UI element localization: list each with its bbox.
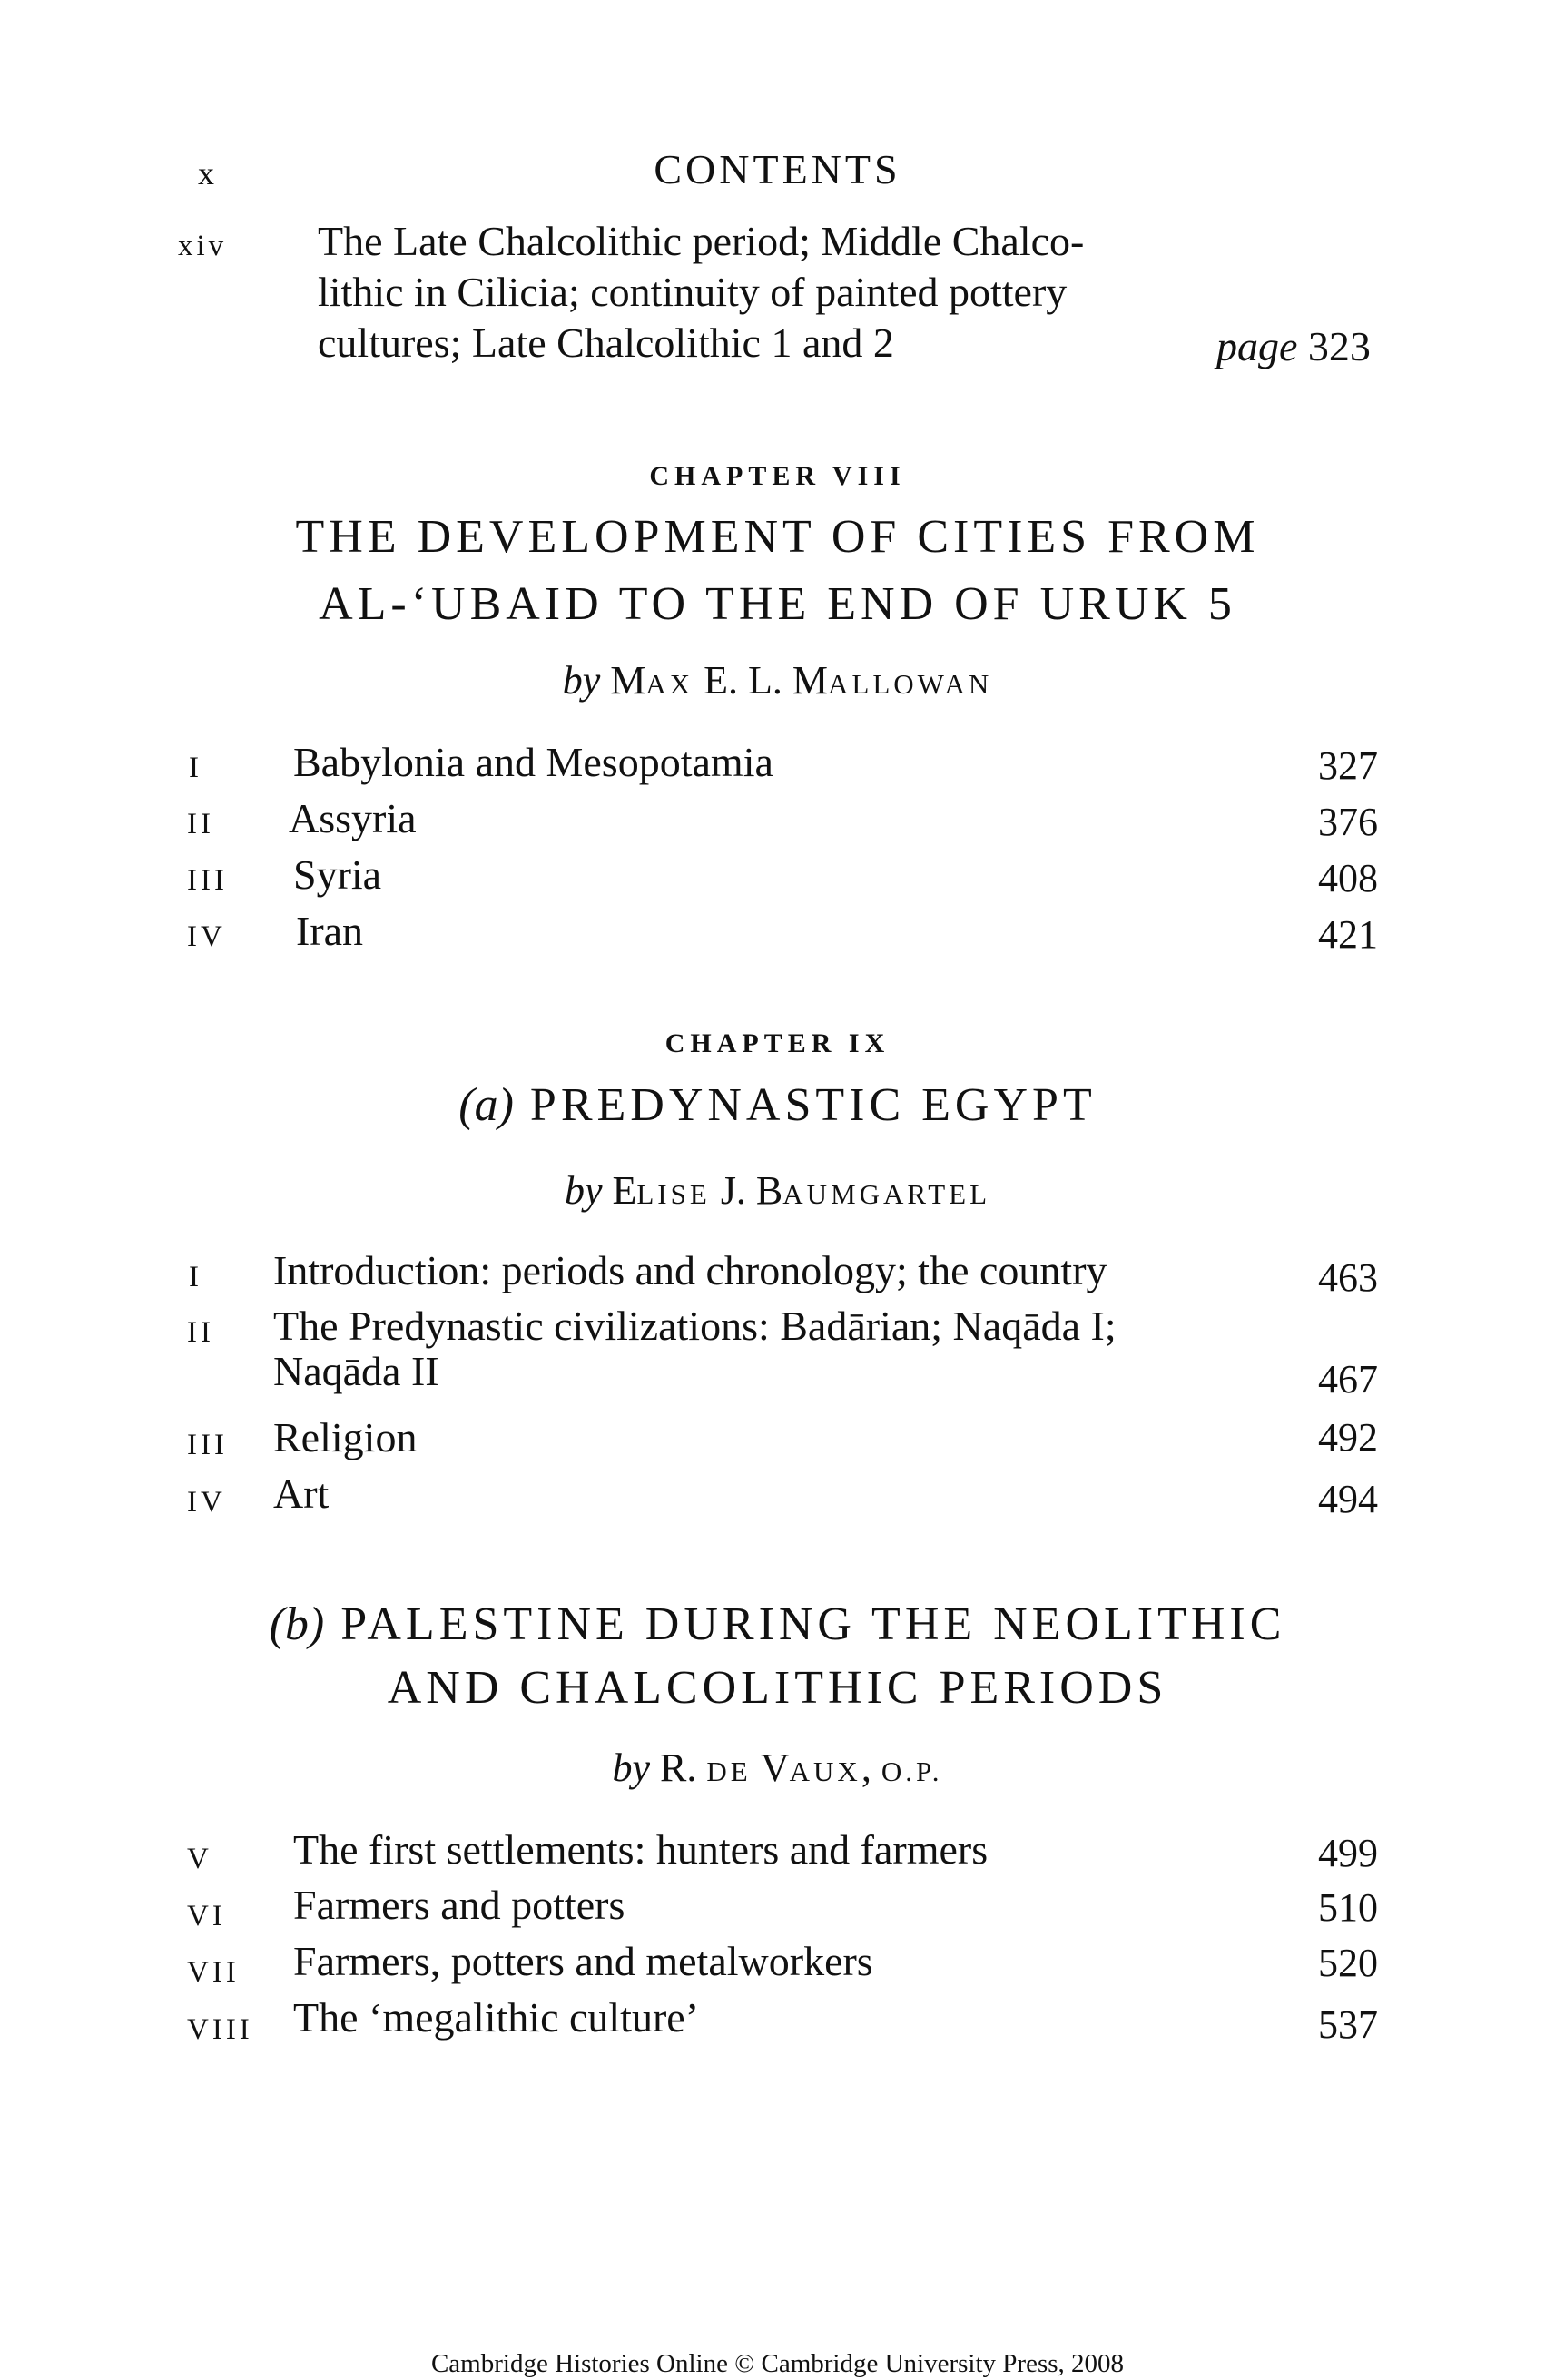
page-number: x (198, 155, 214, 192)
author-part: E (612, 1168, 637, 1213)
chapter-label: CHAPTER VIII (649, 461, 906, 491)
entry-page: 494 (1318, 1477, 1378, 1521)
entry-numeral: xiv (178, 230, 228, 262)
author-byline (0, 1167, 1555, 1214)
entry-text: Art (273, 1470, 330, 1517)
author-part: AX (645, 668, 694, 700)
entry-page: 421 (1318, 912, 1378, 957)
section-prefix: (a) (458, 1079, 514, 1131)
author-part: AUX (789, 1755, 861, 1787)
entry-page: 520 (1318, 1941, 1378, 1985)
entry-numeral: IV (187, 920, 226, 953)
entry-numeral: I (189, 752, 202, 784)
entry-text: The first settlements: hunters and farmers (293, 1826, 989, 1873)
author-part: O.P. (881, 1755, 943, 1787)
entry-page: 492 (1318, 1415, 1378, 1460)
entry-numeral: IV (187, 1486, 226, 1519)
entry-text-line: Naqāda II (273, 1348, 439, 1394)
section-title-text: PREDYNASTIC EGYPT (529, 1079, 1097, 1131)
author-part: AUMGARTEL (782, 1178, 991, 1210)
page-label: page (1216, 323, 1298, 369)
entry-page: 376 (1318, 800, 1378, 844)
entry-text: Babylonia and Mesopotamia (293, 739, 773, 785)
by-label: by (564, 1168, 603, 1213)
chapter-title-line: THE DEVELOPMENT OF CITIES FROM (295, 511, 1260, 563)
author-part: V (751, 1746, 790, 1790)
entry-numeral: I (189, 1261, 202, 1293)
entry-page: 467 (1318, 1357, 1378, 1401)
entry-page: 510 (1318, 1885, 1378, 1930)
entry-numeral: II (187, 1316, 214, 1349)
entry-text: Assyria (289, 795, 417, 841)
entry-text: Religion (273, 1414, 418, 1460)
entry-page: 463 (1318, 1255, 1378, 1300)
author-byline (0, 657, 1555, 703)
author-part: M (610, 658, 646, 703)
chapter-label: CHAPTER IX (664, 1028, 891, 1058)
entry-numeral: III (187, 864, 228, 897)
entry-text: Iran (296, 908, 364, 954)
entry-text: Farmers and potters (293, 1882, 625, 1928)
entry-text-line: cultures; Late Chalcolithic 1 and 2 (318, 320, 894, 366)
author-byline (0, 1745, 1555, 1791)
author-part: ALLOWAN (828, 668, 993, 700)
entry-text-line: The Late Chalcolithic period; Middle Chalco- (318, 218, 1085, 264)
chapter-title-line: AL-‘UBAID TO THE END OF URUK 5 (319, 578, 1236, 630)
by-label: by (562, 658, 601, 703)
entry-page (1216, 321, 1371, 372)
entry-numeral: VIII (187, 2013, 253, 2046)
entry-numeral: III (187, 1429, 228, 1461)
entry-numeral: II (187, 808, 214, 841)
entry-numeral: V (187, 1843, 212, 1875)
by-label: by (612, 1746, 650, 1790)
entry-page: 408 (1318, 856, 1378, 900)
entry-numeral: VII (187, 1956, 240, 1989)
entry-page: 499 (1318, 1831, 1378, 1875)
entry-text: Syria (293, 851, 382, 898)
entry-text-line: lithic in Cilicia; continuity of painted pottery (318, 269, 1068, 315)
entry-page: 327 (1318, 743, 1378, 788)
entry-text: Farmers, potters and metalworkers (293, 1938, 873, 1984)
author-part: J. B (710, 1168, 783, 1213)
author-part: , (861, 1746, 881, 1790)
author-part: DE (706, 1755, 752, 1787)
copyright-footer: Cambridge Histories Online © Cambridge University Press, 2008 (430, 2349, 1125, 2378)
section-title-text: PALESTINE DURING THE NEOLITHIC (340, 1598, 1286, 1650)
section-title (0, 1078, 1555, 1132)
entry-text-line: The Predynastic civilizations: Badārian; Naqāda I; (273, 1303, 1117, 1349)
entry-text: Introduction: periods and chronology; the country (273, 1247, 1107, 1293)
section-title (0, 1598, 1555, 1651)
section-prefix: (b) (269, 1598, 325, 1650)
running-head-title: CONTENTS (654, 146, 901, 192)
entry-page: 537 (1318, 2002, 1378, 2047)
entry-text: The ‘megalithic culture’ (293, 1994, 700, 2041)
entry-numeral: VI (187, 1900, 226, 1933)
author-part: R. (659, 1746, 707, 1790)
section-title-line: AND CHALCOLITHIC PERIODS (387, 1662, 1168, 1714)
author-part: LISE (636, 1178, 711, 1210)
author-part: E. L. M (694, 658, 829, 703)
page-number-value: 323 (1307, 323, 1371, 369)
